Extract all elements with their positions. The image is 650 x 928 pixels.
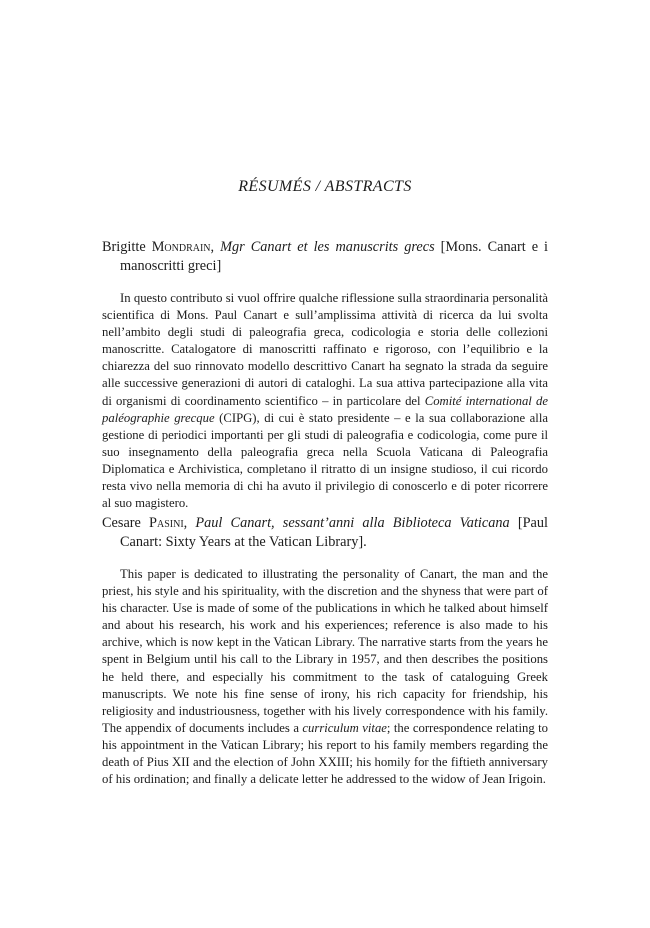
author-first-name: Brigitte [102,239,146,255]
abstract-text-part: This paper is dedicated to illustrating the personality of Canart, the man and the priest, his style and his spirituality, with the discretion and the shyness that were part of his character. Use is made of some of the publications in which he talked about himself and about his research, his work and his experiences; reference is also made to his archive, which is now kept in the Vatican Library. The narrative starts from the years he spent in Belgium until his call to the Library in 1957, and then describes the positions he held there, and especially his commitment to the task of cataloguing Greek manuscripts. We note his fine sense of irony, his rich capacity for friendship, his religiosity and industriousness, together with his lively correspondence with his family. The appendix of documents includes a [102,567,548,735]
abstract-text-part: ; the correspondence relating to his appointment in the Vatican Library; his report to his family members regarding the death of Pius XII and the election of John XXIII; his homily for the fiftieth anniversary of his ordination; and finally a delicate letter he addressed to the widow of Jean Irigoin. [102,720,548,787]
title-translation: [Paul Canart: Sixty Years at the Vatican Library]. [120,515,549,550]
author-last-name: Pasini [149,515,184,531]
section-title: RÉSUMÉS / ABSTRACTS [238,178,412,195]
entry-heading [102,238,548,276]
abstract-text [102,566,548,788]
author-last-name: Mondrain [151,239,211,255]
heading-separator: , [183,515,188,531]
abstract-text-part: In questo contributo si vuol offrire qualche riflessione sulla straordinaria personalità scientifica di Mons. Paul Canart e sull’amplissima attività di ricerca da lui svolta nell’ambito degli studi di paleografia greca, codicologia e storia delle collezioni manoscritte. Catalogatore di manoscritti raffinato e rigoroso, con l’equilibrio e la chiarezza del suo rinnovato modello descrittivo Canart ha segnato la strada da seguire alle successive generazioni di autori di cataloghi. La sua attiva partecipazione alla vita di organismi di coordinamento scientifico – in particolare del [102,291,548,408]
abstract-text [102,290,548,512]
abstract-text-part: (CIPG), di cui è stato presidente – e la sua collaborazione alla gestione di periodici importanti per gli studi di paleografia e codicologia, come pure il suo insegnamento della paleografia greca nella Scuola Vaticana di Paleografia Diplomatica e Archivistica, completano il ritratto di un insigne studioso, il cui ricordo resta vivo nella memoria di chi ha avuto il privilegio di conoscerlo e di poter ricorrere al suo magistero. [102,410,548,511]
abstract-entry [102,514,548,788]
title-translation: [Mons. Canart e i manoscritti greci] [120,239,549,274]
abstract-italic-term: Comité international de paléographie grecque [102,393,548,425]
author-first-name: Cesare [102,515,141,531]
abstract-entry [102,238,548,512]
abstract-italic-term: curriculum vitae [302,720,387,735]
heading-separator: , [210,239,215,255]
article-title: Mgr Canart et les manuscrits grecs [220,239,435,255]
entry-heading [102,514,548,552]
article-title: Paul Canart, sessant’anni alla Biblioteca Vaticana [195,515,510,531]
